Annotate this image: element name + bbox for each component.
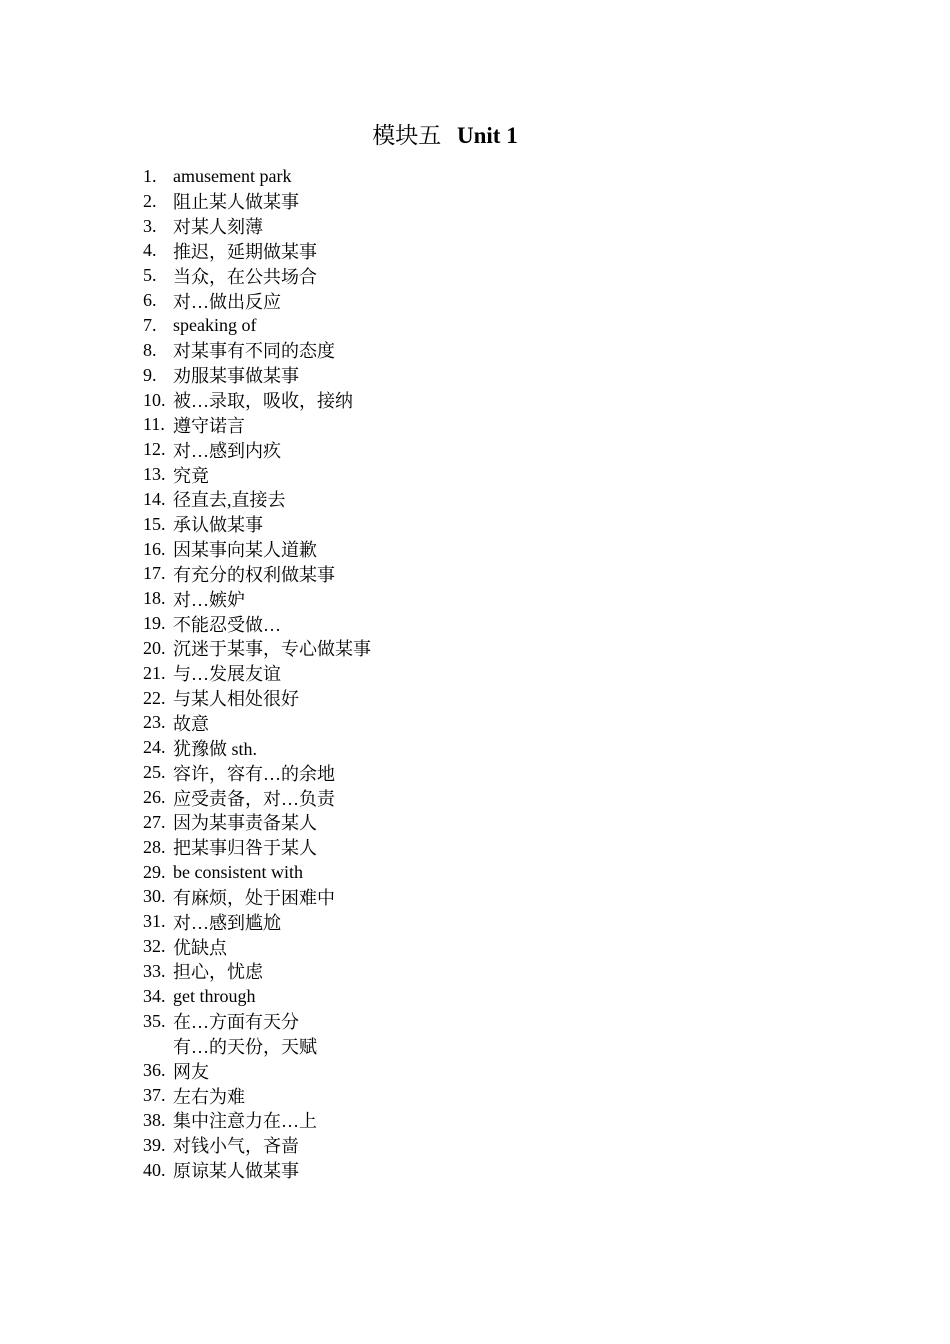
item-text: 不能忍受做…: [173, 614, 281, 635]
item-number: 24.: [143, 737, 166, 758]
item-number: 33.: [143, 960, 166, 981]
list-item: [143, 164, 371, 189]
list-item: [143, 934, 371, 959]
item-text: be consistent with: [173, 861, 303, 882]
item-text: get through: [173, 985, 256, 1006]
item-number: 25.: [143, 762, 166, 783]
item-number: 13.: [143, 464, 166, 485]
item-text: 有麻烦，处于困难中: [173, 887, 335, 908]
list-item: [143, 860, 371, 885]
item-number: 38.: [143, 1109, 166, 1130]
item-text: amusement park: [173, 165, 292, 186]
item-number: 8.: [143, 339, 157, 360]
item-continuation: 有…的天份，天赋: [173, 1036, 317, 1057]
item-text: 把某事归咎于某人: [173, 838, 317, 859]
item-number: 29.: [143, 861, 166, 882]
item-text: speaking of: [173, 314, 257, 335]
item-text: 究竟: [173, 465, 209, 486]
list-item: [143, 437, 371, 462]
item-text: 原谅某人做某事: [173, 1161, 299, 1182]
item-number: 6.: [143, 290, 157, 311]
item-text: 劝服某事做某事: [173, 366, 299, 387]
list-item: [143, 1058, 371, 1083]
item-text: 优缺点: [173, 937, 227, 958]
list-item: [143, 462, 371, 487]
list-item: [143, 288, 371, 313]
item-text: 故意: [173, 713, 209, 734]
item-number: 15.: [143, 513, 166, 534]
item-text: 推迟，延期做某事: [173, 241, 317, 262]
item-number: 34.: [143, 985, 166, 1006]
item-number: 12.: [143, 439, 166, 460]
list-item: [143, 884, 371, 909]
item-text: 承认做某事: [173, 515, 263, 536]
item-number: 16.: [143, 538, 166, 559]
item-text: 因为某事责备某人: [173, 813, 317, 834]
item-text: 沉迷于某事，专心做某事: [173, 639, 371, 660]
list-item: [143, 785, 371, 810]
list-item: [143, 586, 371, 611]
item-text: 与某人相处很好: [173, 689, 299, 710]
list-item: [143, 984, 371, 1009]
item-text: 左右为难: [173, 1086, 245, 1107]
list-item: [143, 214, 371, 239]
list-item: [143, 487, 371, 512]
item-number: 1.: [143, 165, 157, 186]
item-text: 在…方面有天分: [173, 1012, 299, 1033]
list-item: [143, 562, 371, 587]
list-item: [143, 760, 371, 785]
list-item: [143, 388, 371, 413]
item-number: 5.: [143, 265, 157, 286]
item-text: 对…感到尴尬: [173, 912, 281, 933]
list-item: [143, 959, 371, 984]
item-text: 阻止某人做某事: [173, 192, 299, 213]
item-text: 担心，忧虑: [173, 962, 263, 983]
item-number: 3.: [143, 215, 157, 236]
list-item: [143, 909, 371, 934]
item-number: 35.: [143, 1010, 166, 1031]
item-number: 10.: [143, 389, 166, 410]
item-text: 犹豫做 sth.: [173, 738, 258, 759]
item-text: 与…发展友谊: [173, 664, 281, 685]
item-number: 28.: [143, 836, 166, 857]
item-number: 23.: [143, 712, 166, 733]
item-number: 21.: [143, 662, 166, 683]
item-text: 因某事向某人道歉: [173, 540, 317, 561]
list-item: [143, 1158, 371, 1183]
list-item: [143, 711, 371, 736]
item-number: 30.: [143, 886, 166, 907]
item-text: 径直去,直接去: [173, 490, 286, 511]
list-item: [143, 686, 371, 711]
item-number: 36.: [143, 1060, 166, 1081]
item-number: 20.: [143, 637, 166, 658]
item-text: 对…感到内疚: [173, 440, 281, 461]
item-number: 11.: [143, 414, 165, 435]
item-text: 应受责备，对…负责: [173, 788, 335, 809]
item-number: 31.: [143, 911, 166, 932]
list-item: [143, 661, 371, 686]
item-text: 对钱小气，吝啬: [173, 1136, 299, 1157]
item-number: 4.: [143, 240, 157, 261]
item-number: 18.: [143, 588, 166, 609]
item-number: 32.: [143, 936, 166, 957]
item-number: 19.: [143, 613, 166, 634]
title-english: Unit 1: [457, 123, 518, 148]
item-text: 对…做出反应: [173, 291, 281, 312]
title-chinese: 模块五: [372, 123, 442, 148]
list-item: [143, 1133, 371, 1158]
item-number: 17.: [143, 563, 166, 584]
list-item: [143, 412, 371, 437]
item-text: 对某人刻薄: [173, 217, 263, 238]
list-item: [143, 537, 371, 562]
list-item: [143, 363, 371, 388]
item-text: 容许，容有…的余地: [173, 763, 335, 784]
list-item: [143, 1083, 371, 1108]
item-text: 网友: [173, 1061, 209, 1082]
page-title: [0, 121, 890, 151]
item-number: 7.: [143, 314, 157, 335]
item-number: 26.: [143, 787, 166, 808]
item-text: 对…嫉妒: [173, 589, 245, 610]
item-text: 遵守诺言: [173, 415, 245, 436]
list-item: [143, 189, 371, 214]
list-item: [143, 1009, 371, 1034]
list-item: [143, 263, 371, 288]
item-number: 9.: [143, 364, 157, 385]
list-item: [143, 735, 371, 760]
item-number: 22.: [143, 687, 166, 708]
item-text: 被…录取，吸收，接纳: [173, 391, 353, 412]
list-item: [143, 636, 371, 661]
item-number: 39.: [143, 1134, 166, 1155]
item-number: 14.: [143, 488, 166, 509]
item-number: 40.: [143, 1159, 166, 1180]
list-item: [143, 512, 371, 537]
item-number: 27.: [143, 811, 166, 832]
list-item: [143, 810, 371, 835]
item-text: 当众，在公共场合: [173, 266, 317, 287]
item-text: 集中注意力在…上: [173, 1111, 317, 1132]
item-text: 对某事有不同的态度: [173, 341, 335, 362]
list-item: [143, 835, 371, 860]
item-text: 有充分的权利做某事: [173, 564, 335, 585]
list-item: [143, 313, 371, 338]
list-item: [143, 239, 371, 264]
list-item: [143, 1108, 371, 1133]
list-item: [143, 611, 371, 636]
list-item: [143, 338, 371, 363]
vocabulary-list: [143, 164, 371, 1183]
item-number: 37.: [143, 1085, 166, 1106]
item-number: 2.: [143, 190, 157, 211]
